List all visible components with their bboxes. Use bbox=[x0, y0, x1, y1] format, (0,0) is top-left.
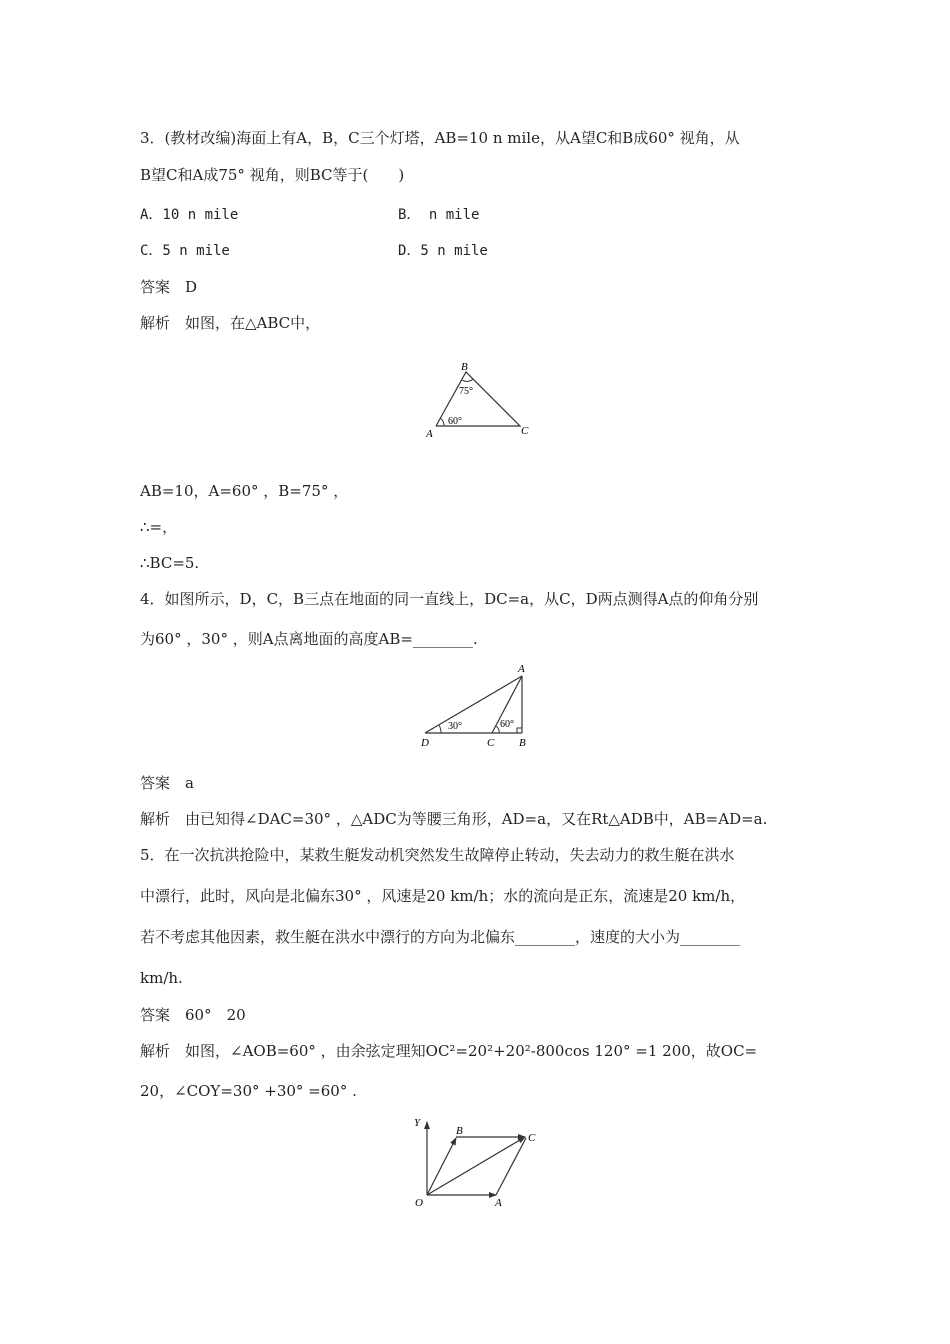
label-b: B bbox=[461, 361, 468, 373]
right-angle-mark bbox=[517, 728, 522, 733]
q3-option-a: A．10 n mile bbox=[140, 207, 239, 223]
angle-d-label: 30° bbox=[448, 721, 462, 732]
q5-answer: 答案 60° 20 bbox=[140, 1006, 246, 1024]
q5-analysis1: 解析 如图，∠AOB=60° ，由余弦定理知OC²=20²+20²-800cos 120° =1 200，故OC= bbox=[140, 1042, 758, 1060]
angle-c-arc bbox=[496, 726, 499, 733]
angle-b-arc bbox=[462, 379, 473, 381]
angle-c-label: 60° bbox=[500, 719, 514, 730]
label-a: A bbox=[426, 428, 433, 440]
q5-line3: 若不考虑其他因素，救生艇在洪水中漂行的方向为北偏东________，速度的大小为________ bbox=[140, 928, 741, 946]
angle-d-arc bbox=[439, 725, 441, 733]
label-b: B bbox=[456, 1125, 463, 1137]
label-a: A bbox=[495, 1197, 502, 1209]
q4-line2: 为60° ，30° ，则A点离地面的高度AB=________. bbox=[140, 630, 478, 648]
q4-analysis: 解析 由已知得∠DAC=30° ，△ADC为等腰三角形，AD=a，又在Rt△ADB中，AB=AD=a. bbox=[140, 810, 768, 828]
label-c: C bbox=[487, 737, 495, 749]
q3-line1: 3．(教材改编)海面上有A，B，C三个灯塔，AB=10 n mile，从A望C和B成60° 视角，从 bbox=[140, 129, 740, 147]
label-d: D bbox=[421, 737, 429, 749]
q4-answer: 答案 a bbox=[140, 774, 194, 792]
q3-step1: AB=10，A=60° ，B=75° ， bbox=[140, 482, 349, 500]
q5-vector-figure bbox=[405, 1110, 550, 1210]
q3-option-d: D．5 n mile bbox=[398, 243, 488, 259]
q5-line4: km/h. bbox=[140, 969, 183, 987]
q4-triangle-figure bbox=[415, 660, 535, 750]
angle-b-label: 75° bbox=[459, 386, 473, 397]
q3-step3: ∴BC=5. bbox=[140, 554, 200, 572]
label-o: O bbox=[415, 1197, 423, 1209]
q3-triangle-figure bbox=[420, 358, 535, 440]
angle-a-arc bbox=[440, 418, 444, 426]
q3-answer: 答案 D bbox=[140, 278, 198, 296]
q5-analysis2: 20，∠COY=30° +30° =60° . bbox=[140, 1082, 357, 1100]
q5-line2: 中漂行，此时，风向是北偏东30° ，风速是20 km/h；水的流向是正东，流速是20 km/h， bbox=[140, 887, 746, 905]
q3-analysis: 解析 如图，在△ABC中， bbox=[140, 314, 321, 332]
label-b: B bbox=[519, 737, 526, 749]
label-a: A bbox=[518, 663, 525, 675]
q4-line1: 4．如图所示，D，C，B三点在地面的同一直线上，DC=a，从C，D两点测得A点的仰角分别 bbox=[140, 590, 759, 608]
q5-line1: 5．在一次抗洪抢险中，某救生艇发动机突然发生故障停止转动，失去动力的救生艇在洪水 bbox=[140, 846, 735, 864]
q3-option-b: B． n mile bbox=[398, 207, 480, 223]
q3-line2: B望C和A成75° 视角，则BC等于( ) bbox=[140, 166, 405, 184]
q3-option-c: C．5 n mile bbox=[140, 243, 230, 259]
segment-ac bbox=[496, 1138, 526, 1195]
q3-step2: ∴=， bbox=[140, 518, 178, 536]
label-y: Y bbox=[414, 1117, 421, 1129]
angle-a-label: 60° bbox=[448, 416, 462, 427]
label-c: C bbox=[528, 1132, 536, 1144]
label-c: C bbox=[521, 425, 529, 437]
